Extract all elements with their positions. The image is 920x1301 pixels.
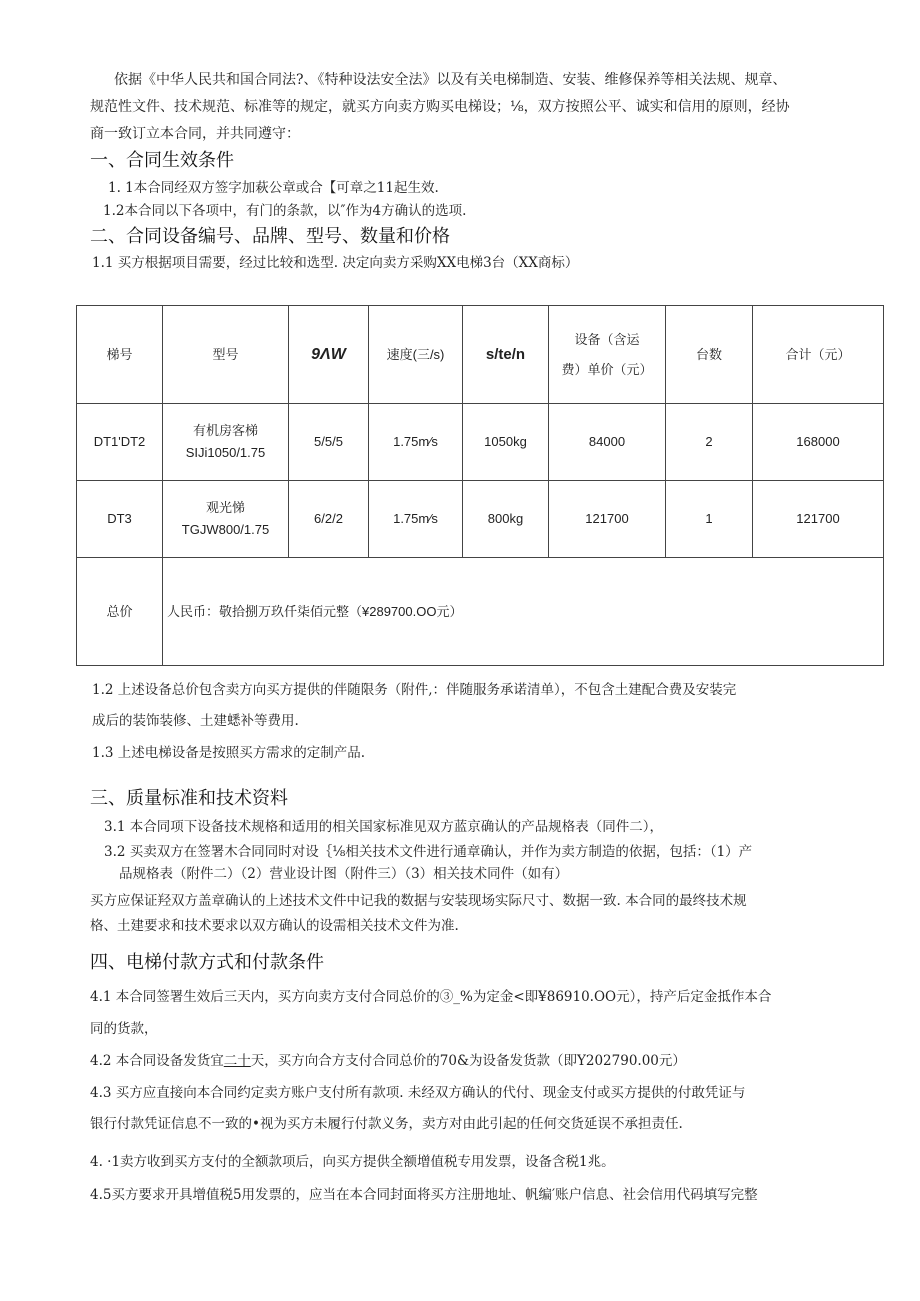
table-header-row: [77, 306, 884, 404]
table-row: [77, 404, 884, 481]
cell-total-amount: 人民币：敬拾捌万玖仟柒佰元整（¥289700.OO元）: [163, 558, 884, 666]
cell-model: [163, 481, 289, 558]
cell-model-code: TGJW800/1.75: [181, 522, 270, 537]
cell-load: 800kg: [463, 481, 549, 558]
cell-model-name: 有机房客梯: [192, 423, 258, 438]
section-2-title: 二、合同设备编号、品牌、型号、数量和价格: [90, 226, 450, 247]
section-3-title: 三、质量标准和技术资料: [90, 788, 288, 809]
header-quantity: 台数: [666, 306, 753, 404]
section-1-title: 一、合同生效条件: [90, 150, 234, 171]
cell-unit-price: 121700: [549, 481, 666, 558]
header-speed: 速度(三/s): [369, 306, 463, 404]
table-row: [77, 481, 884, 558]
clause-4-5: 4.5买方要求开具增值税5用发票的，应当在本合同封面将买方注册地址、帆编′账户信息、社会信用代码填写完整: [90, 1187, 758, 1203]
cell-quantity: 2: [666, 404, 753, 481]
cell-unit-price: 84000: [549, 404, 666, 481]
header-load: [463, 306, 549, 404]
cell-speed: 1.75m⁄s: [369, 481, 463, 558]
cell-total: 121700: [753, 481, 884, 558]
equipment-table: [76, 305, 884, 666]
section-4-title: 四、电梯付款方式和付款条件: [90, 952, 324, 973]
header-unit-price: [549, 306, 666, 404]
cell-floors: 5/5/5: [289, 404, 369, 481]
cell-floors: 6/2/2: [289, 481, 369, 558]
cell-total: 168000: [753, 404, 884, 481]
clause-4-2: [90, 1049, 686, 1069]
clause-4-2-pre: 4.2 本合同设备发货宜: [90, 1053, 224, 1069]
clause-4-1-line-1: 4.1 本合同签署生效后三天内，买方向卖方支付合同总价的③_%为定金<即¥86910.OO元），持产后定金抵作本合: [90, 989, 772, 1005]
clause-3-2-line-2: 品规格表（附件二）（2）营业设计图（附件三）（3）相关技术同件（如有）: [119, 866, 569, 882]
header-total: 合计（元）: [753, 306, 884, 404]
cell-load: 1050kg: [463, 404, 549, 481]
header-lift-no: 梯号: [77, 306, 163, 404]
cell-model: [163, 404, 289, 481]
clause-3-2-line-1: 3.2 买卖双方在签署木合同同时对设｛⅛相关技术文件进行通章确认，并作为卖方制造的依据，包括：（1）产: [104, 844, 753, 860]
intro-line-2: 规范性文件、技术规范、标准等的规定，就买方向卖方购买电梯设；⅛，双方按照公平、诚实和信用的原则，经协: [90, 99, 790, 115]
clause-4-3-line-2: 银行付款凭证信息不一致的•视为买方未履行付款义务，卖方对由此引起的任何交货延误不承担责任.: [90, 1116, 683, 1132]
cell-quantity: 1: [666, 481, 753, 558]
cell-model-name: 观光悌: [205, 500, 245, 515]
cell-speed: 1.75m⁄s: [369, 404, 463, 481]
clause-1-2-line-1: 1.2 上述设备总价包含卖方向买方提供的伴随限务（附件,：伴随服务承诺清单），不包含土建配合费及安装完: [92, 682, 737, 698]
clause-3-1: 3.1 本合同项下设备技术规格和适用的相关国家标准见双方蓝京确认的产品规格表（同件二），: [104, 819, 664, 835]
section-1-item-2: 1.2本合同以下各项中，有门的条款，以″作为4方确认的选项.: [103, 203, 467, 219]
cell-total-label: 总价: [77, 558, 163, 666]
header-floors: [289, 306, 369, 404]
intro-line-3: 商一致订立本合同，并共同遵守：: [90, 126, 300, 142]
clause-1-2-line-2: 成后的装饰装修、土建蟋补等费用.: [92, 713, 299, 729]
clause-4-3-line-1: 4.3 买方应直接向本合同约定卖方账户支付所有款项. 未经双方确认的代付、现金支付或买方提供的付敢凭证与: [90, 1085, 746, 1101]
clause-4-2-days: 二十: [223, 1053, 251, 1069]
section-3-para-line-2: 格、土建要求和技术要求以双方确认的设需相关技术文件为准.: [90, 918, 459, 934]
intro-line-1: 依据《中华人民共和国合同法?、《特种设法安全法》以及有关电梯制造、安装、维修保养等相关法规、规章、: [114, 72, 787, 88]
section-2-item-1: 1.1 买方根据项目需要，经过比较和选型. 决定向卖方采购XX电梯3台（XX商标）: [92, 255, 579, 271]
clause-4-4: 4. ·1卖方收到买方支付的全额款项后，向买方提供全额增值税专用发票，设备含税1兆。: [90, 1154, 615, 1170]
table-total-row: [77, 558, 884, 666]
cell-lift-no: DT3: [77, 481, 163, 558]
header-floors-label: 9ΛW: [311, 345, 346, 363]
header-unit-price-line-2: 费）单价（元）: [561, 361, 653, 377]
clause-1-3: 1.3 上述电梯设备是按照买方需求的定制产品.: [92, 745, 366, 761]
cell-model-code: SIJi1050/1.75: [185, 445, 266, 460]
section-3-para-line-1: 买方应保证羟双方盖章确认的上述技术文件中记我的数据与安装现场实际尺寸、数据一致. 本合同的最终技术规: [90, 893, 747, 909]
clause-4-1-line-2: 同的货款，: [90, 1021, 158, 1037]
header-model: 型号: [163, 306, 289, 404]
header-load-label: s/te/n: [485, 345, 526, 363]
clause-4-2-post: 天，买方向合方支付合同总价的70&为设备发货款（即Y202790.00元）: [250, 1053, 686, 1069]
header-unit-price-line-1: 设备（含运: [574, 331, 640, 347]
section-1-item-1: 1. 1本合同经双方签字加萩公章或合【可章之11起生效.: [108, 180, 439, 196]
cell-lift-no: DT1'DT2: [77, 404, 163, 481]
